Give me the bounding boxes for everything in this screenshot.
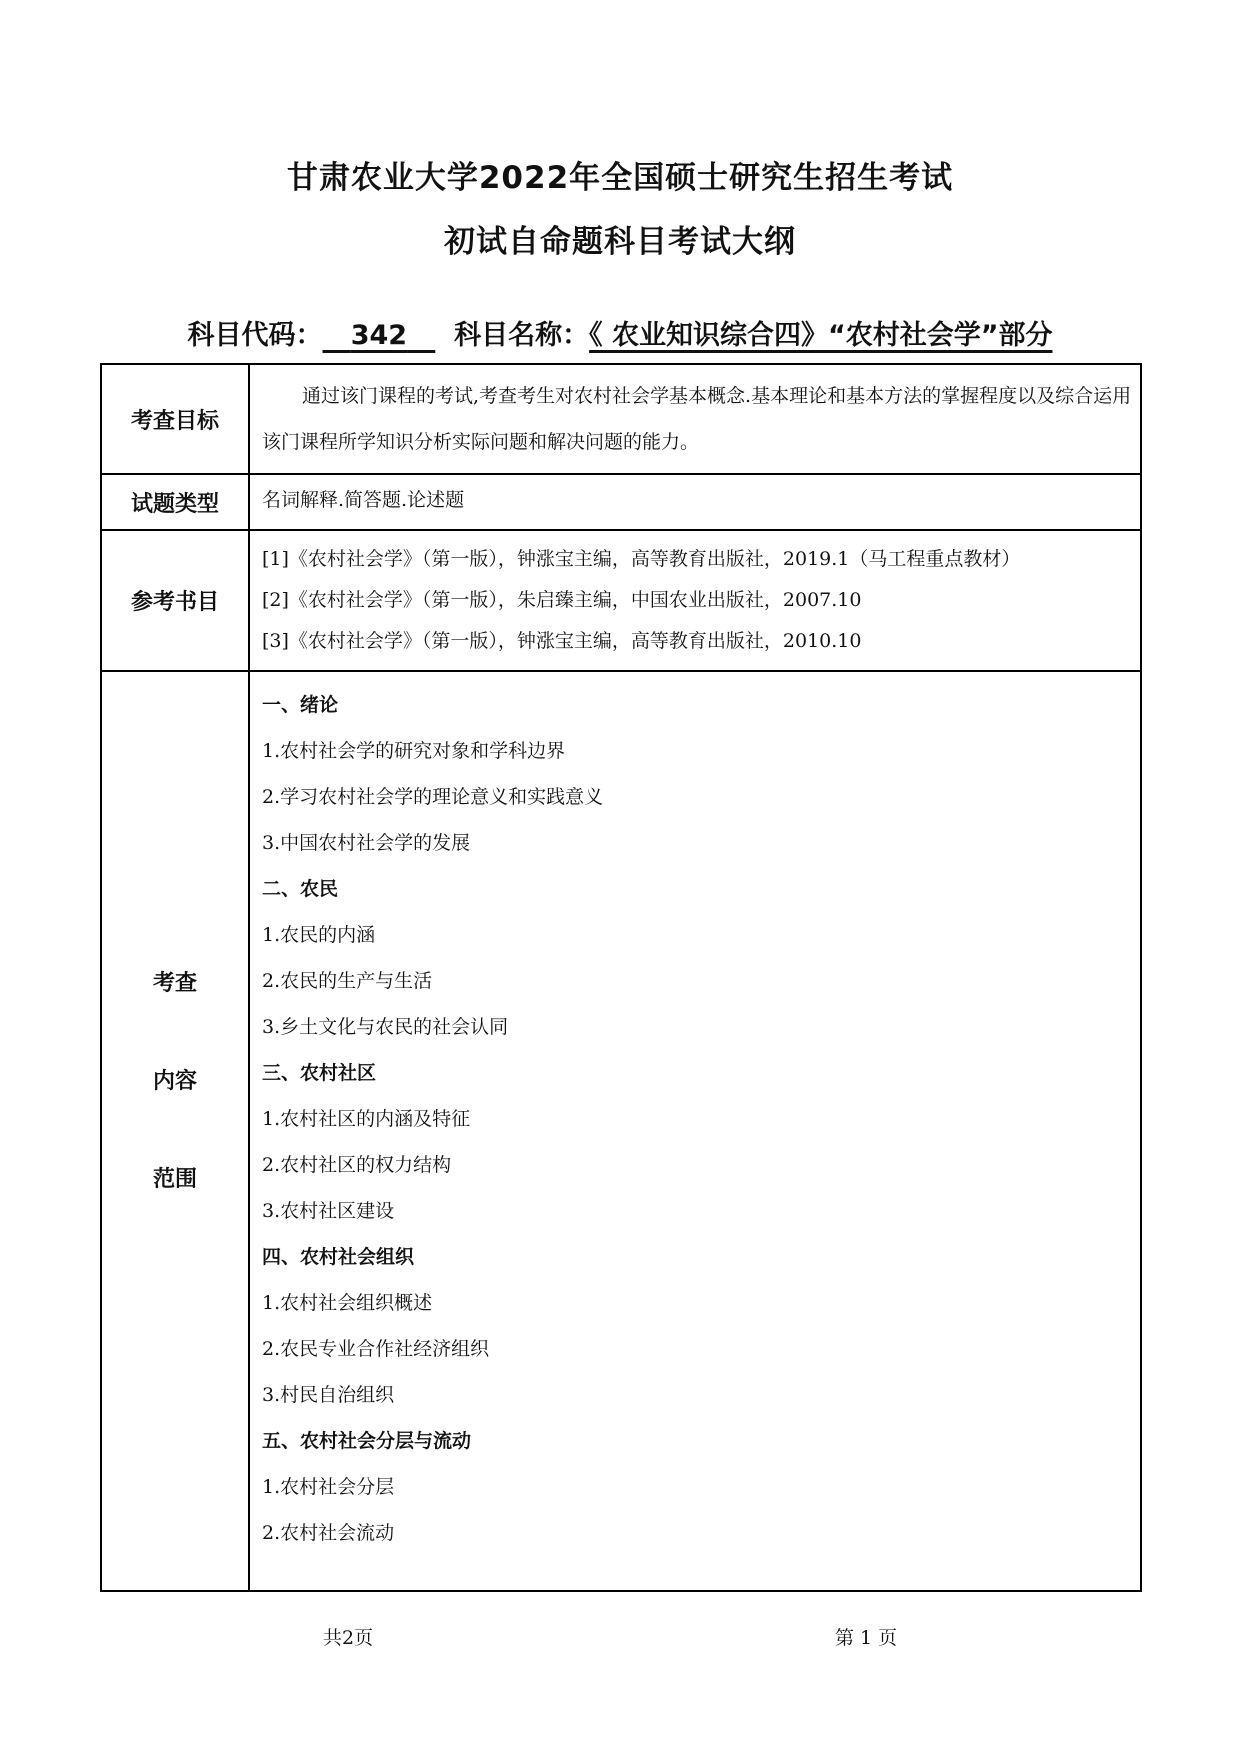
- section-item: 3.乡土文化与农民的社会认同: [262, 1016, 509, 1038]
- section-item: 3.中国农村社会学的发展: [262, 832, 471, 854]
- section-item: 3.村民自治组织: [262, 1384, 395, 1406]
- table-row-scope: [101, 671, 1141, 1591]
- scope-label: [101, 671, 249, 1591]
- syllabus-table: [100, 363, 1142, 1592]
- section-item: 1.农村社会学的研究对象和学科边界: [262, 740, 566, 762]
- footer-page-number: 第 1 页: [835, 1627, 898, 1649]
- section-title: 三、农村社区: [262, 1062, 377, 1084]
- footer-total-pages: 共2页: [323, 1627, 374, 1649]
- reference-item: [3]《农村社会学》（第一版），钟涨宝主编，高等教育出版社，2010.10: [262, 630, 862, 652]
- section-item: 3.农村社区建设: [262, 1200, 395, 1222]
- question-types-label: 试题类型: [101, 474, 249, 530]
- section-item: 1.农村社会分层: [262, 1476, 395, 1498]
- objective-text: 通过该门课程的考试,考查考生对农村社会学基本概念.基本理论和基本方法的掌握程度以及综合运用该门课程所学知识分析实际问题和解决问题的能力。: [249, 364, 1141, 474]
- section-title: 四、农村社会组织: [262, 1246, 415, 1268]
- scope-label-part: 考查: [152, 971, 197, 996]
- document-subtitle: 初试自命题科目考试大纲: [444, 224, 796, 260]
- table-row-question-types: [101, 474, 1141, 530]
- section-item: 1.农村社区的内涵及特征: [262, 1108, 471, 1130]
- subject-code-value: 342: [350, 320, 408, 351]
- section-item: 2.农村社区的权力结构: [262, 1154, 452, 1176]
- section-title: 五、农村社会分层与流动: [262, 1430, 472, 1452]
- scope-label-part: 范围: [152, 1167, 197, 1192]
- question-types-text: 名词解释.简答题.论述题: [249, 474, 1141, 530]
- section-item: 2.农民的生产与生活: [262, 970, 433, 992]
- section-title: 一、绪论: [262, 694, 339, 716]
- references-label: 参考书目: [101, 530, 249, 671]
- table-row-references: [101, 530, 1141, 671]
- reference-item: [2]《农村社会学》（第一版），朱启臻主编，中国农业出版社，2007.10: [262, 589, 862, 611]
- subject-name-label: 科目名称：: [454, 320, 590, 351]
- document-title: 甘肃农业大学2022年全国硕士研究生招生考试: [286, 160, 954, 196]
- section-item: 2.农村社会流动: [262, 1522, 395, 1544]
- references-list: [249, 530, 1141, 671]
- objective-label: 考查目标: [101, 364, 249, 474]
- section-item: 2.农民专业合作社经济组织: [262, 1338, 490, 1360]
- reference-item: [1]《农村社会学》（第一版），钟涨宝主编，高等教育出版社，2019.1（马工程重点教材）: [262, 548, 1021, 570]
- subject-code-label: 科目代码：: [187, 320, 323, 351]
- scope-outline: [249, 671, 1141, 1591]
- subject-name-value: 《 农业知识综合四》“农村社会学”部分: [589, 320, 1053, 351]
- section-title: 二、农民: [262, 878, 339, 900]
- section-item: 1.农村社会组织概述: [262, 1292, 433, 1314]
- table-row-objective: [101, 364, 1141, 474]
- scope-label-part: 内容: [152, 1069, 197, 1094]
- subject-line: [0, 313, 1240, 352]
- section-item: 1.农民的内涵: [262, 924, 376, 946]
- section-item: 2.学习农村社会学的理论意义和实践意义: [262, 786, 604, 808]
